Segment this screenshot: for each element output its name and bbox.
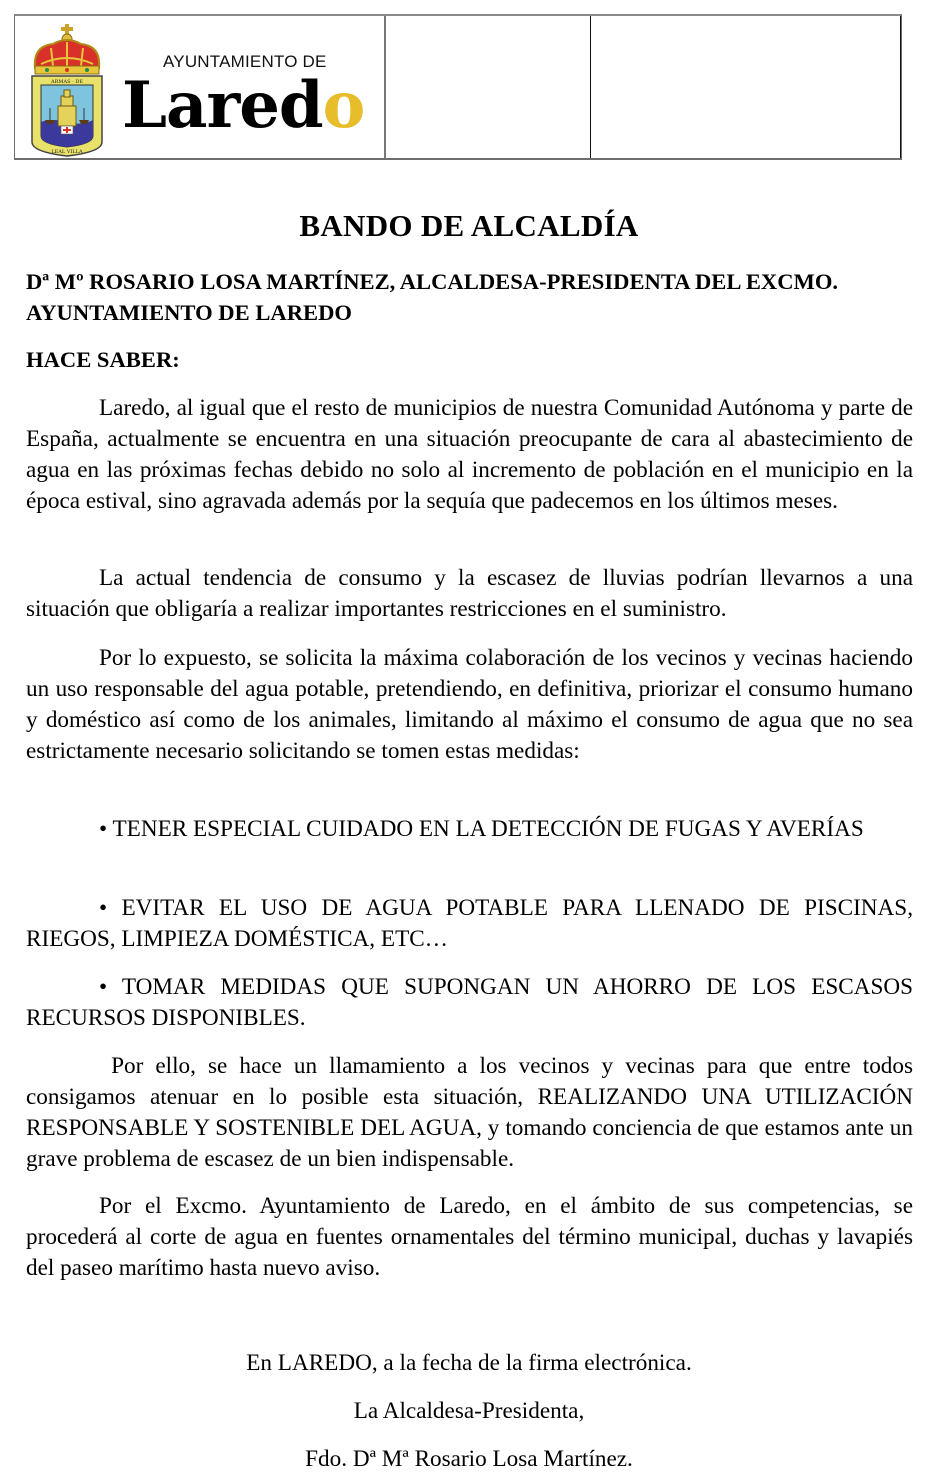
announce-heading: HACE SABER:	[26, 347, 180, 372]
paragraph: Laredo, al igual que el resto de municipios de nuestra Comunidad Autónoma y parte de España, actualmente se encuentra en una situación preocupante de cara al abastecimiento de agua en las próximas fechas debido no solo al incremento de población en el municipio en la época estival, sino agravada además por la sequía que padecemos en los últimos meses.	[26, 395, 913, 514]
logo-wordmark-main: Lared	[122, 68, 323, 143]
logo-wordmark-accent: o	[322, 68, 365, 143]
measure-item: • TENER ESPECIAL CUIDADO EN LA DETECCIÓN DE FUGAS Y AVERÍAS	[99, 816, 864, 842]
logo-prefix: AYUNTAMIENTO DE	[163, 52, 327, 71]
paragraph: Por lo expuesto, se solicita la máxima colaboración de los vecinos y vecinas haciendo un uso responsable del agua potable, pretendiendo, en definitiva, priorizar el consumo humano y doméstico así como de los animales, limitando al máximo el consumo de agua que no sea estrictamente necesario solicitando se tomen estas medidas:	[26, 645, 913, 764]
letterhead-logo-cell	[15, 16, 386, 158]
signature-role: La Alcaldesa-Presidenta,	[353, 1398, 585, 1424]
svg-text:LEAL VILLA: LEAL VILLA	[51, 149, 83, 155]
paragraph: Por el Excmo. Ayuntamiento de Laredo, en el ámbito de sus competencias, se procederá al corte de agua en fuentes ornamentales del término municipal, duchas y lavapiés del paseo marítimo hasta nuevo aviso.	[26, 1193, 913, 1281]
paragraph: Por ello, se hace un llamamiento a los vecinos y vecinas para que entre todos consigamos atenuar en lo posible esta situación, REALIZANDO UNA UTILIZACIÓN RESPONSABLE Y SOSTENIBLE DEL AGUA, y tomando conciencia de que estamos ante un grave problema de escasez de un bien indispensable.	[26, 1053, 919, 1172]
signature-signed-by: Fdo. Dª Mª Rosario Losa Martínez.	[305, 1446, 633, 1472]
letterhead-table	[14, 14, 902, 160]
coat-of-arms-icon	[27, 22, 107, 158]
issuer-heading: Dª Mº ROSARIO LOSA MARTÍNEZ, ALCALDESA-PRESIDENTA DEL EXCMO. AYUNTAMIENTO DE LAREDO	[26, 269, 839, 325]
letterhead-empty-cell	[591, 16, 901, 158]
logo-wordmark	[122, 68, 365, 143]
measure-item: • EVITAR EL USO DE AGUA POTABLE PARA LLENADO DE PISCINAS, RIEGOS, LIMPIEZA DOMÉSTICA, ETC…	[26, 895, 913, 952]
document-title: BANDO DE ALCALDÍA	[299, 208, 639, 243]
paragraph: La actual tendencia de consumo y la escasez de lluvias podrían llevarnos a una situación que obligaría a realizar importantes restricciones en el suministro.	[26, 565, 913, 622]
svg-text:ARMAS · DE: ARMAS · DE	[51, 79, 83, 85]
signature-place-date: En LAREDO, a la fecha de la firma electrónica.	[246, 1350, 692, 1376]
measure-item: • TOMAR MEDIDAS QUE SUPONGAN UN AHORRO DE LOS ESCASOS RECURSOS DISPONIBLES.	[26, 974, 913, 1031]
letterhead-empty-cell	[386, 16, 591, 158]
